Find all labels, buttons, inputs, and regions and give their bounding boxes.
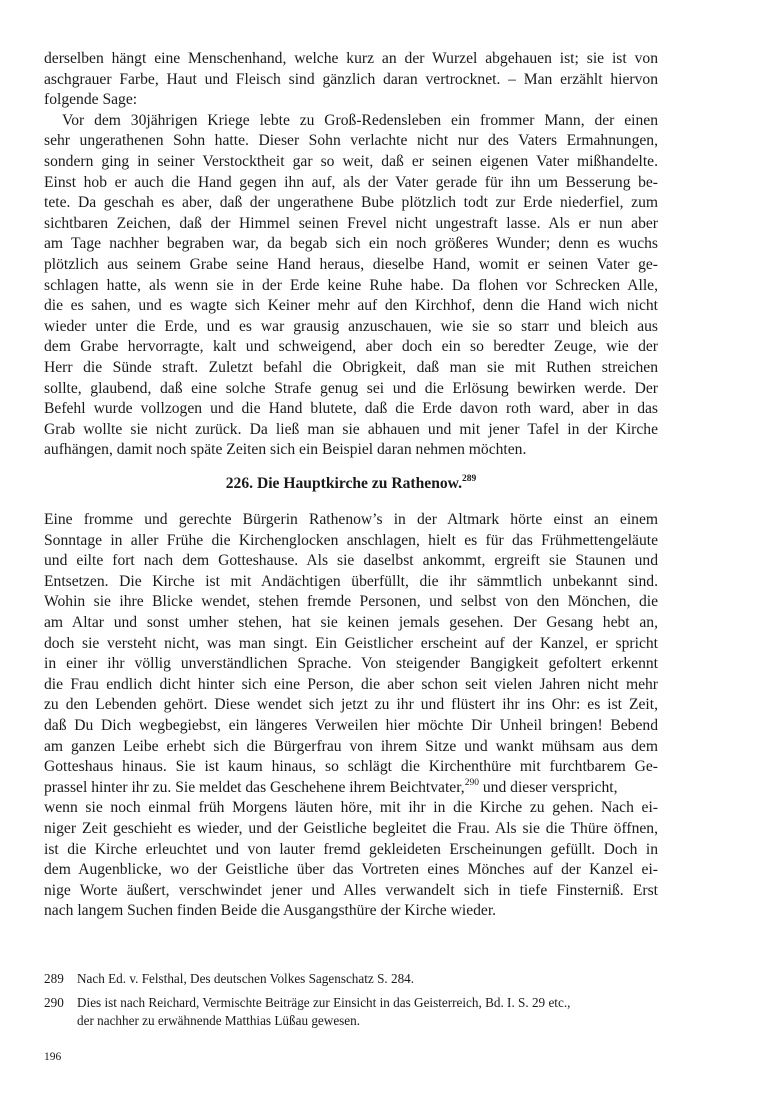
footnote-number: 290 [44, 995, 64, 1010]
text-line: niger Zeit geschieht es wieder, und der Geistliche begleitet die Frau. Als sie die Thüre öffnen, [44, 819, 658, 837]
section-heading-text: 226. Die Hauptkirche zu Rathenow. [225, 475, 462, 492]
text-line: derselben hängt eine Menschenhand, welche kurz an der Wurzel abgehauen ist; sie ist von [44, 50, 658, 67]
footnote-ref-289[interactable]: 289 [461, 474, 477, 484]
text-fragment: und dieser verspricht, [478, 778, 618, 796]
footnote-ref-290[interactable]: 290 [464, 777, 479, 788]
text-fragment: prassel hinter ihr zu. Sie meldet das Geschehene ihrem Beichtvater, [44, 778, 465, 796]
text-line: Wohin sie ihre Blicke wendet, stehen fremde Personen, und selbst von den Mönchen, die [44, 593, 658, 611]
text-line: Entsetzen. Die Kirche ist mit Andächtigen überfüllt, die ihr sämmtlich unbekannt sind. [44, 572, 658, 590]
page-number: 196 [44, 1051, 62, 1063]
body-text-intro [44, 49, 658, 461]
text-line: Einst hob er auch die Hand gegen ihn auf, als der Vater gerade für ihn um Besserung be- [44, 173, 658, 191]
footnote-text [77, 994, 570, 1029]
text-line: Sonntage in aller Frühe die Kirchenglocken anschlagen, hielt es für das Frühmettengeläute [44, 531, 658, 549]
text-line: in einer ihr völlig unverständlichen Sprache. Von steigender Bangigkeit gefoltert erkennt [44, 655, 658, 673]
text-line: dem Grabe hervorragte, kalt und schweigend, aber doch ein so beredter Zeuge, wie der [44, 338, 658, 356]
text-line: nige Worte äußert, verschwindet jener und Alles verwandelt sich in tiefe Finsterniß. Erst [44, 881, 658, 899]
footnote-text [77, 970, 414, 988]
text-line: Gotteshaus hinaus. Sie ist kaum hinaus, so schlägt die Kirchenthüre mit furchtbarem Ge- [44, 758, 658, 776]
text-line: sondern ging in seiner Verstocktheit gar so weit, daß er seinen eigenen Vater mißhandelte. [44, 152, 658, 170]
text-line: folgende Sage: [44, 91, 138, 109]
text-line: Befehl wurde vollzogen und die Hand blutete, daß die Erde davon roth ward, aber in das [44, 400, 658, 418]
text-line: sollte, glaubend, daß eine solche Strafe genug sei und die Erlösung bewirken werde. Der [44, 379, 658, 397]
footnote-line: Dies ist nach Reichard, Vermischte Beiträge zur Einsicht in das Geisterreich, Bd. I. S. 29 etc., [77, 995, 571, 1010]
text-line: plötzlich aus seinem Grabe seine Hand heraus, dieselbe Hand, womit er seinen Vater ge- [44, 255, 658, 273]
text-line: sichtbaren Zeichen, daß der Himmel seinen Frevel nicht ungestraft lasse. Als er nun aber [44, 214, 658, 232]
text-line: am Altar und sonst umher stehen, hat sie keinen jemals gesehen. Der Gesang hebt an, [44, 613, 658, 631]
text-line: ist die Kirche erleuchtet und von lauter fremd gekleideten Erscheinungen gefüllt. Doch in [44, 840, 658, 858]
body-text-story [44, 510, 658, 922]
section-heading [44, 474, 658, 494]
text-line: wieder unter die Erde, und es war grausig anzuschauen, wie sie so starr und bleich aus [44, 317, 658, 335]
footnote-line: der nachher zu erwähnende Matthias Lüßau gewesen. [77, 1012, 361, 1028]
text-line: nach langem Suchen finden Beide die Ausgangsthüre der Kirche wieder. [44, 902, 497, 920]
text-line: Vor dem 30jährigen Kriege lebte zu Groß-Redensleben ein frommer Mann, der einen [62, 111, 658, 129]
text-line: Grab wollte sie nicht zurück. Da ließ man sie abhauen und mit jener Tafel in der Kirche [44, 420, 658, 438]
footnote-number: 289 [44, 971, 64, 986]
text-line: und eilte fort nach dem Gotteshause. Als sie daselbst ankommt, ergreift sie Staunen und [44, 552, 658, 570]
text-line: am Tage nachher begraben war, da begab sich ein noch größeres Wunder; denn es wuchs [44, 235, 658, 253]
text-line: schlagen hatte, als wenn sie in der Erde keine Ruhe habe. Da flohen vor Schrecken Alle, [44, 276, 658, 294]
text-line [44, 778, 658, 799]
footnote-line: Nach Ed. v. Felsthal, Des deutschen Volkes Sagenschatz S. 284. [77, 971, 415, 986]
text-line: sehr ungerathenen Sohn hatte. Dieser Sohn verlachte nicht nur des Vaters Ermahnungen, [44, 132, 658, 150]
text-line: daß Du Dich wegbegiebst, ein längeres Verweilen hier möchte Dir Unheil bringen! Bebend [44, 716, 658, 734]
text-line: dem Augenblicke, wo der Geistliche über das Vortreten eines Mönches auf der Kanzel ei- [44, 861, 658, 879]
text-line: wenn sie noch einmal früh Morgens läuten höre, mit ihr in die Kirche zu gehen. Nach ei- [44, 799, 658, 817]
text-line: zu den Lebenden gehört. Diese wendet sich jetzt zu ihr und flüstert ihr ins Ohr: es ist Zeit, [44, 696, 658, 714]
text-line: aufhängen, damit noch späte Zeiten sich ein Beispiel daran nehmen möchten. [44, 441, 527, 459]
text-line: doch sie versteht nicht, was man singt. Ein Geistlicher erscheint auf der Kanzel, er spricht [44, 634, 658, 652]
text-line: die es sahen, und es wagte sich Keiner mehr auf den Kirchhof, denn die Hand wich nicht [44, 297, 658, 315]
text-line: Eine fromme und gerechte Bürgerin Rathenow’s in der Altmark hörte einst an einem [44, 511, 658, 528]
text-line: die Frau endlich dicht hinter sich eine Person, die aber schon seit vielen Jahren nicht mehr [44, 675, 658, 693]
text-line: tete. Da geschah es aber, daß der ungerathene Bube plötzlich todt zur Erde niederfiel, zum [44, 194, 658, 212]
text-line: aschgrauer Farbe, Haut und Fleisch sind gänzlich daran vertrocknet. – Man erzählt hiervon [44, 70, 658, 88]
text-line: Herr die Sünde straft. Zuletzt befahl die Obrigkeit, daß man sie mit Ruthen streichen [44, 358, 658, 376]
text-line: am ganzen Leibe erhebt sich die Bürgerfrau von ihrem Sitze und wankt mühsam aus dem [44, 737, 658, 755]
